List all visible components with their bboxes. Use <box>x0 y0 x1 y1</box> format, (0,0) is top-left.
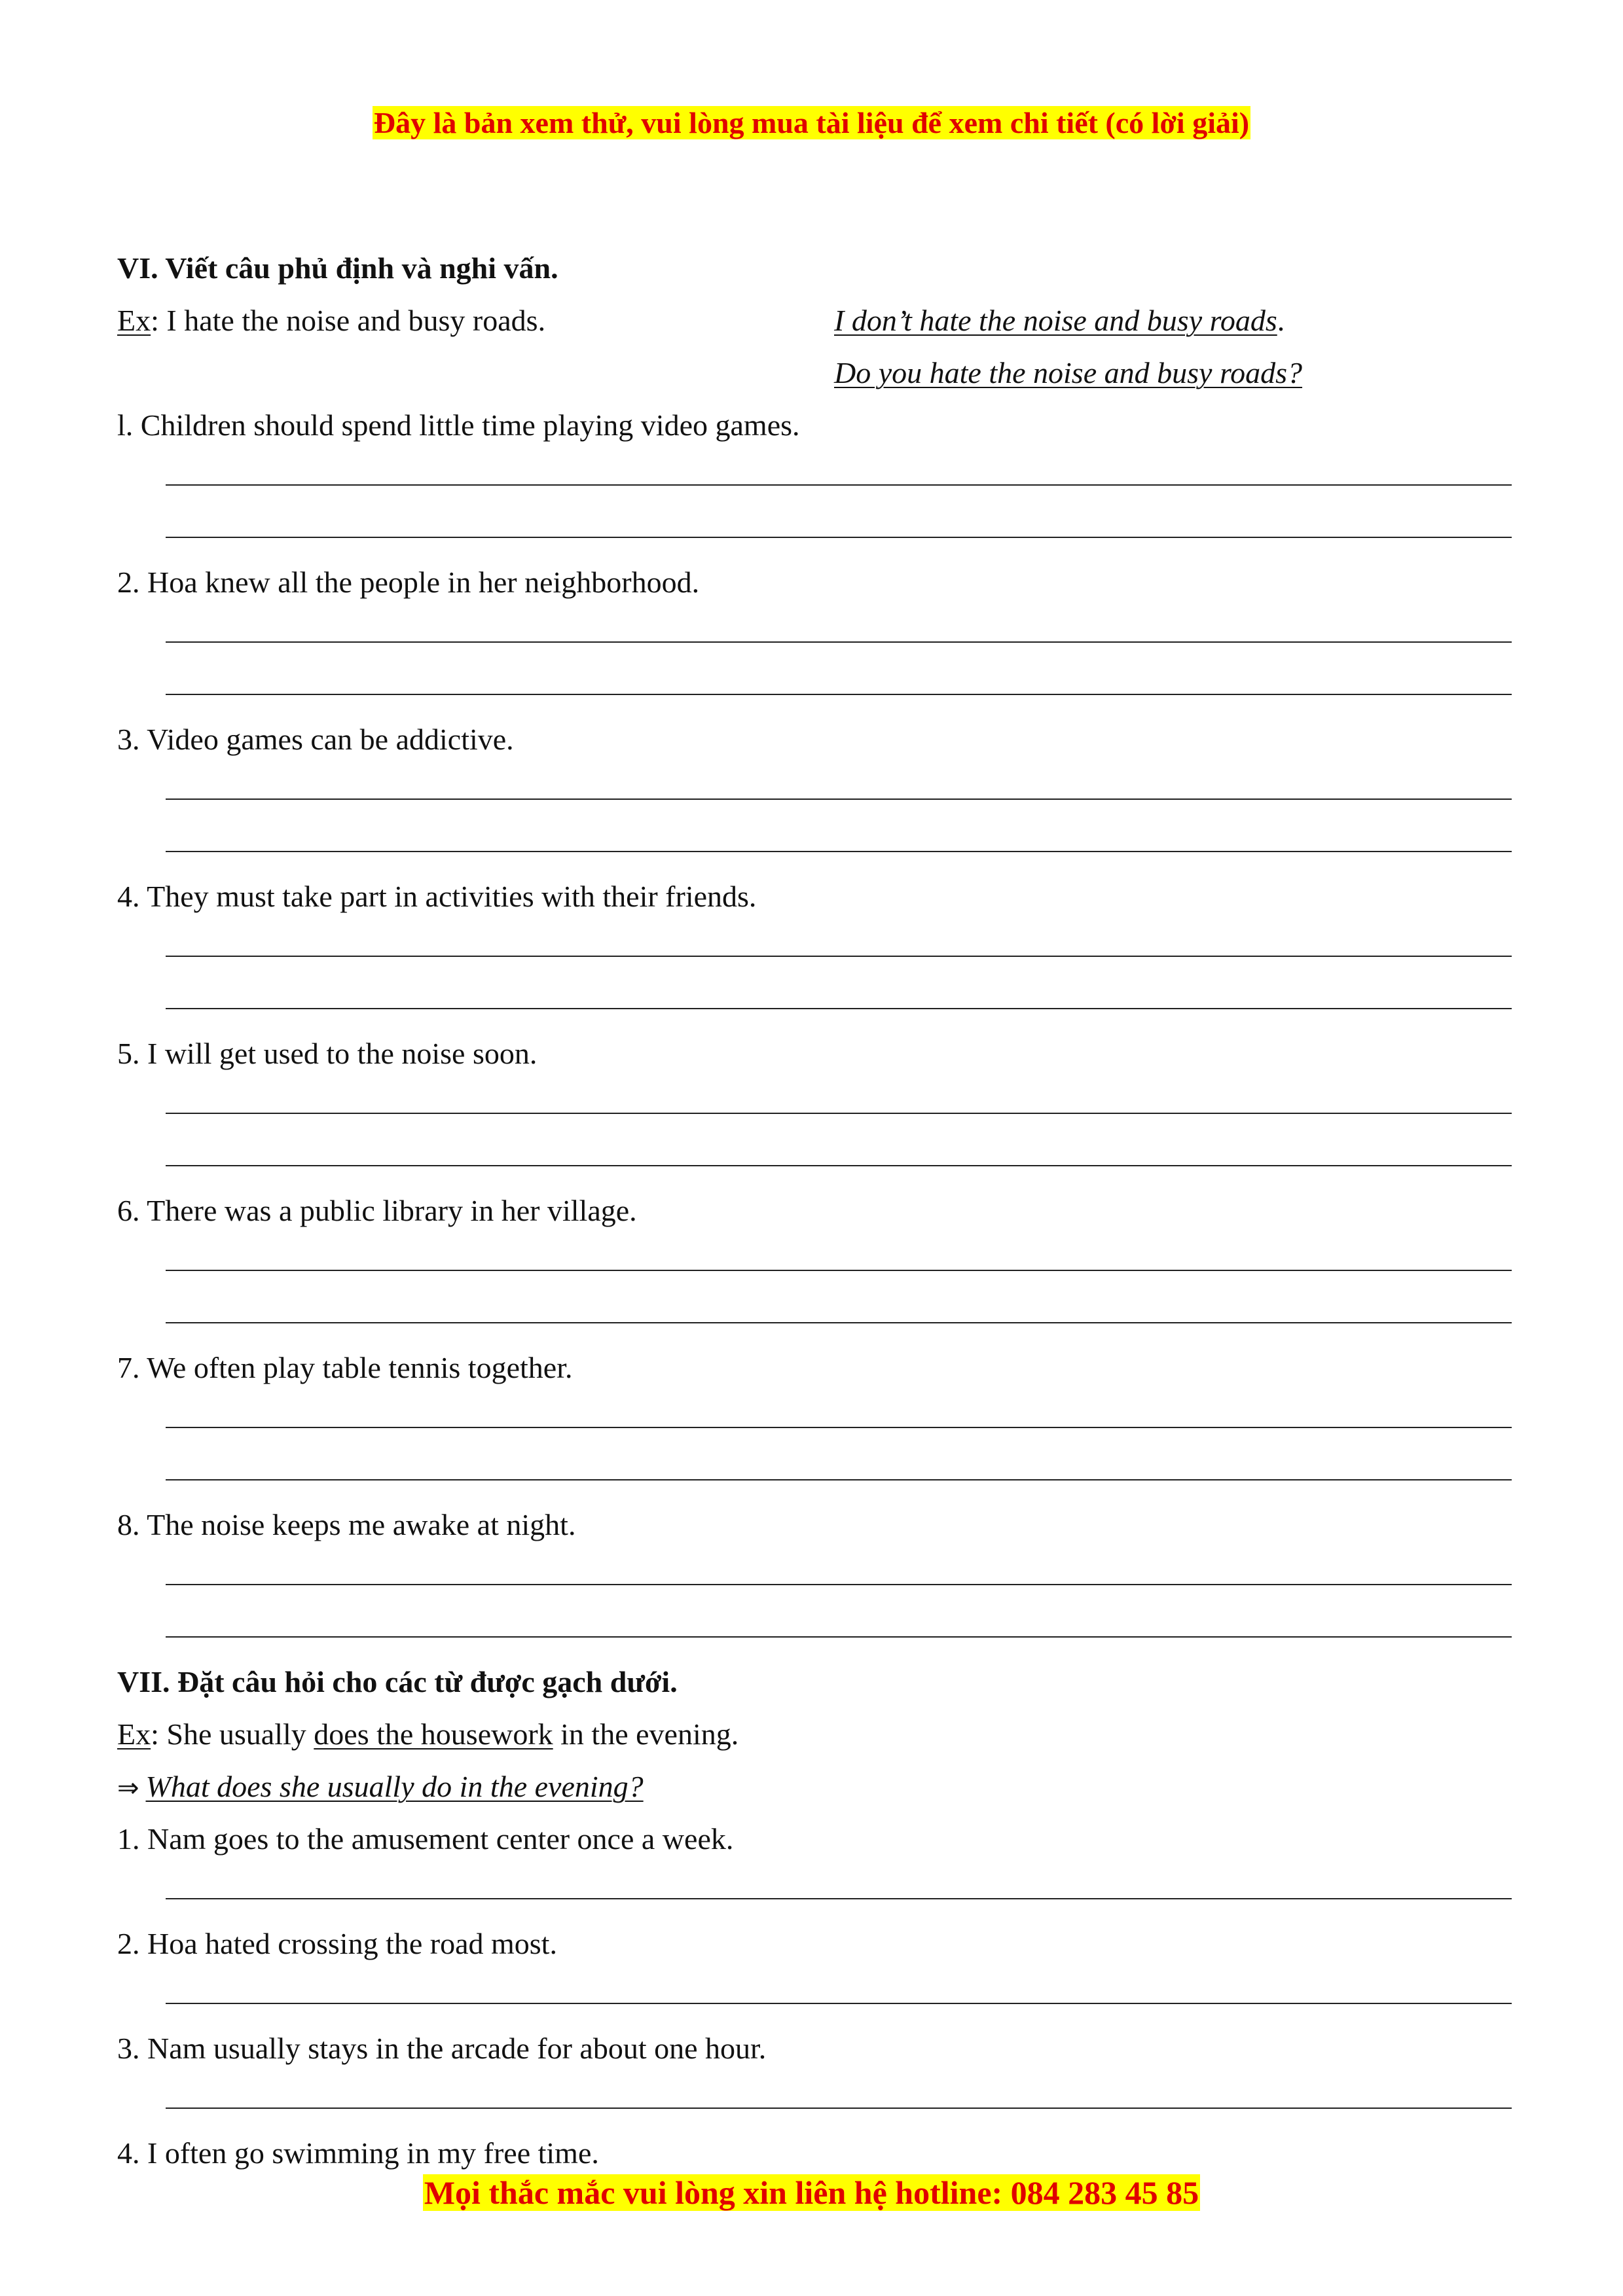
answer-line[interactable] <box>117 975 1512 1028</box>
example-label: Ex <box>117 1717 151 1751</box>
answer-line[interactable] <box>117 2075 1512 2127</box>
answer-line[interactable] <box>117 1289 1512 1342</box>
answer-line[interactable] <box>117 1446 1512 1499</box>
answer-line[interactable] <box>117 1604 1512 1656</box>
hotline-banner-text: Mọi thắc mắc vui lòng xin liên hệ hotline: 084 283 45 85 <box>424 2174 1199 2211</box>
answer-line[interactable] <box>117 1237 1512 1289</box>
section-7-example: Ex: She usually does the housework in the evening. <box>117 1717 739 1751</box>
worksheet-content <box>117 242 1512 2179</box>
exercise-item: 2. Hoa hated crossing the road most. <box>117 1927 557 1960</box>
exercise-item: 5. I will get used to the noise soon. <box>117 1037 538 1070</box>
hotline-banner <box>0 2174 1623 2211</box>
preview-banner <box>0 105 1623 141</box>
example-sentence: : I hate the noise and busy roads. <box>151 304 546 337</box>
answer-line[interactable] <box>117 923 1512 975</box>
exercise-item: 8. The noise keeps me awake at night. <box>117 1508 576 1541</box>
answer-line[interactable] <box>117 766 1512 818</box>
answer-line[interactable] <box>117 1970 1512 2022</box>
answer-line[interactable] <box>117 609 1512 661</box>
section-6-example-question <box>117 347 1512 399</box>
answer-line[interactable] <box>117 504 1512 556</box>
section-6-title: VI. Viết câu phủ định và nghi vấn. <box>117 251 558 285</box>
section-7-example-answer <box>117 1761 1512 1813</box>
exercise-item: 3. Video games can be addictive. <box>117 723 514 756</box>
arrow-icon: ⇒ <box>117 1773 139 1803</box>
example-label: Ex <box>117 304 151 337</box>
answer-line[interactable] <box>117 1132 1512 1185</box>
underlined-phrase: does the housework <box>314 1717 553 1751</box>
exercise-item: 6. There was a public library in her village. <box>117 1194 637 1227</box>
exercise-item: 2. Hoa knew all the people in her neighborhood. <box>117 565 700 599</box>
answer-line[interactable] <box>117 1080 1512 1132</box>
preview-banner-text: Đây là bản xem thử, vui lòng mua tài liệu để xem chi tiết (có lời giải) <box>373 106 1250 139</box>
answer-line[interactable] <box>117 452 1512 504</box>
exercise-item: 4. They must take part in activities with their friends. <box>117 880 757 913</box>
answer-line[interactable] <box>117 1394 1512 1446</box>
exercise-item: 7. We often play table tennis together. <box>117 1351 573 1384</box>
answer-line[interactable] <box>117 818 1512 870</box>
answer-line[interactable] <box>117 1865 1512 1918</box>
answer-line[interactable] <box>117 1551 1512 1604</box>
exercise-item: l. Children should spend little time playing video games. <box>117 408 800 442</box>
exercise-item: 1. Nam goes to the amusement center once a week. <box>117 1822 734 1856</box>
example-question-answer: Do you hate the noise and busy roads? <box>834 356 1303 389</box>
exercise-item: 4. I often go swimming in my free time. <box>117 2136 599 2170</box>
section-6-example <box>117 295 1512 347</box>
answer-line[interactable] <box>117 661 1512 713</box>
section-7-title: VII. Đặt câu hỏi cho các từ được gạch dưới. <box>117 1665 678 1698</box>
example-negative-answer: I don’t hate the noise and busy roads. <box>834 304 1285 337</box>
example-answer: What does she usually do in the evening? <box>145 1770 644 1803</box>
exercise-item: 3. Nam usually stays in the arcade for about one hour. <box>117 2032 767 2065</box>
